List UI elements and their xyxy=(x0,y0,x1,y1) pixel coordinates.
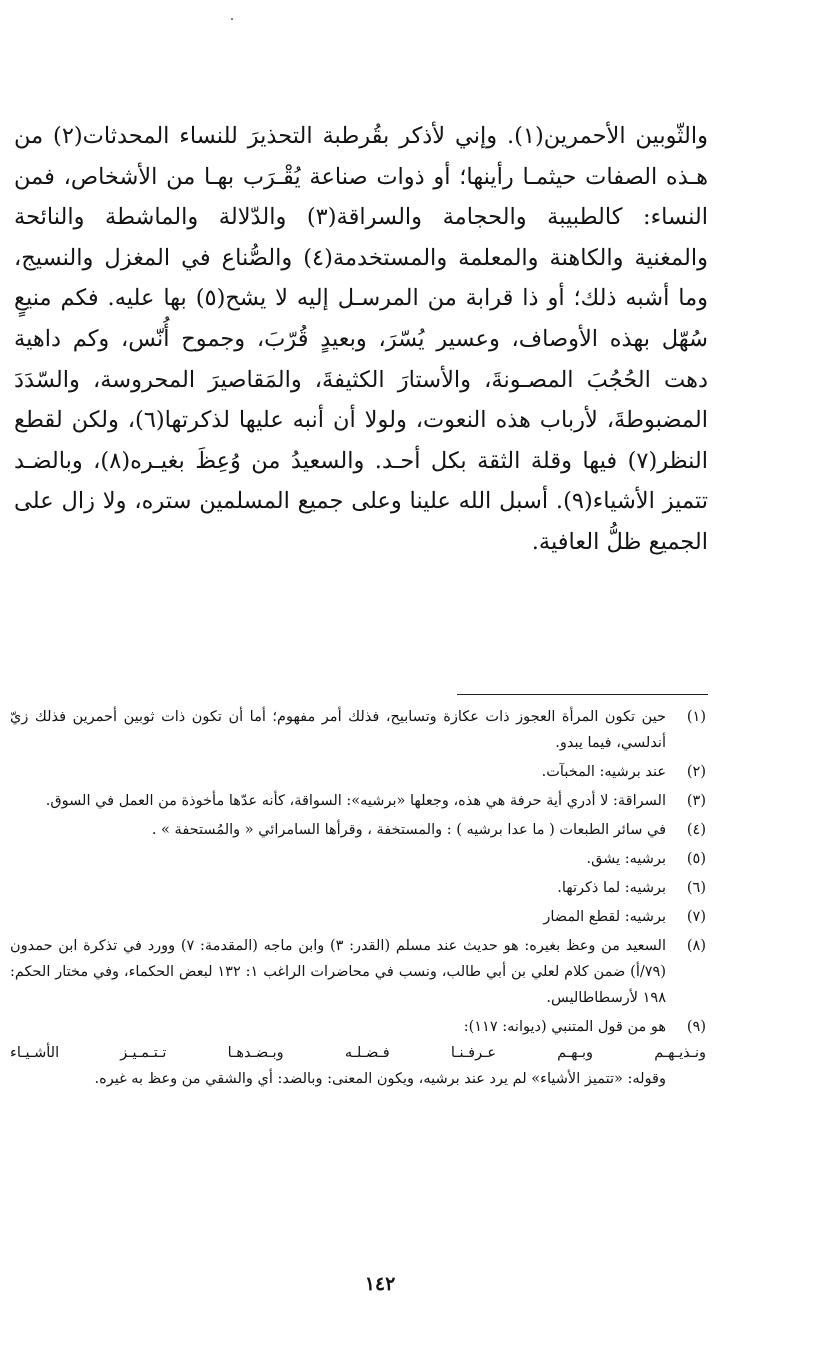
footnote-number: (٧) xyxy=(686,909,706,925)
footnote-separator xyxy=(457,694,708,695)
footnote xyxy=(10,933,706,1011)
footnote-text: السعيد من وعظ بغيره: هو حديث عند مسلم (القدر: ٣) وابن ماجه (المقدمة: ٧) وورد في تذكرة ابن حمدون (٧٩/أ) ضمن كلام لعلي بن أبي طالب، ونسب في محاضرات الراغب ١: ١٣٢ لبعض الحكماء، وفي مختار الحكم: ١٩٨ لأرسطاطاليس. xyxy=(10,938,666,1006)
body-text xyxy=(14,116,708,563)
footnote-number: (٥) xyxy=(686,851,706,867)
footnote-text: حين تكون المرأة العجوز ذات عكازة وتسابيح، فذلك أمر مفهوم؛ أما أن تكون ذات ثوبين أحمرين فذلك زيّ أندلسي، فيما يبدو. xyxy=(10,709,666,751)
footnotes-section xyxy=(10,704,706,1092)
footnote-number: (٩) xyxy=(686,1019,706,1035)
main-paragraph xyxy=(14,116,708,563)
footnote-continuation: وقوله: «تتميز الأشياء» لم يرد عند برشيه، ويكون المعنى: وبالضد: أي والشقي من وعظ به غيره. xyxy=(94,1071,666,1087)
footnote-text: السراقة: لا أدري أية حرفة هي هذه، وجعلها «برشيه»: السواقة، كأنه عدّها مأخوذة من العمل في السوق. xyxy=(45,793,666,809)
page-number: ١٤٢ xyxy=(364,1273,396,1295)
footnote-number: (٨) xyxy=(686,938,706,954)
footnote xyxy=(10,788,706,814)
footnote xyxy=(10,1014,706,1040)
footnote xyxy=(10,904,706,930)
footnote xyxy=(10,759,706,785)
footnote-text: عند برشيه: المخبآت. xyxy=(541,764,666,780)
ink-speck xyxy=(231,18,233,20)
footnote xyxy=(10,817,706,843)
footnote-text: هو من قول المتنبي (ديوانه: ١١٧): xyxy=(463,1019,666,1035)
footnote-text: برشيه: لقطع المضار xyxy=(543,909,666,925)
footnote-number: (١) xyxy=(686,709,706,725)
body-text-run: والثّوبين الأحمرين(١). وإني لأذكر بقُرطبة التحذيرَ للنساء المحدثات(٢) من هـذه الصفات حيثمـا رأينها؛ أو ذوات صناعة يُقْـرَب بهـا من الأشخاص، فمن النساء: كالطبيبة والحجامة والسراقة(٣) والدّلالة والماشطة والنائحة والمغنية والكاهنة والمعلمة والمستخدمة(٤) والصُّناع في المغزل والنسيج، وما أشبه ذلك؛ أو ذا قرابة من المرسـل إليه لا يشح(٥) بها عليه. فكم منيعٍ سُهّل بهذه الأوصاف، وعسير يُسّرَ، وبعيدٍ قُرّبَ، وجموح أُنّس، وكم داهية دهت الحُجُبَ المصـونةَ، والأستارَ الكثيفةَ، والمَقاصيرَ المحروسة، والسّدَدَ المضبوطةَ، لأرباب هذه النعوت، ولولا أن أنبه عليها لذكرتها(٦)، ولكن لقطع النظر(٧) فيها وقلة الثقة بكل أحـد. والسعيدُ من وُعِظَ بغيـره(٨)، وبالضـد تتميز الأشياء(٩). أسبل الله علينا وعلى جميع المسلمين ستره، ولا زال على الجميع ظلُّ العافية. xyxy=(14,123,709,555)
footnote-text: برشيه: يشق. xyxy=(586,851,666,867)
footnote xyxy=(10,875,706,901)
footnote-number: (٤) xyxy=(686,822,706,838)
footnote-number: (٢) xyxy=(686,764,706,780)
footnote-text: برشيه: لما ذكرتها. xyxy=(557,880,666,896)
footnote xyxy=(10,704,706,756)
footnote-text: في سائر الطبعات ( ما عدا برشيه ) : والمستخفة ، وقرأها السامرائي « والمُستحفة » . xyxy=(151,822,666,838)
footnote-number: (٣) xyxy=(686,793,706,809)
poetry-verse: ونـذيـهـم وبـهـم عـرفـنـا فـضـلـه وبـضـدهـا تـتـمـيـز الأشـيـاء xyxy=(10,1045,706,1061)
footnote xyxy=(10,846,706,872)
footnote-number: (٦) xyxy=(686,880,706,896)
